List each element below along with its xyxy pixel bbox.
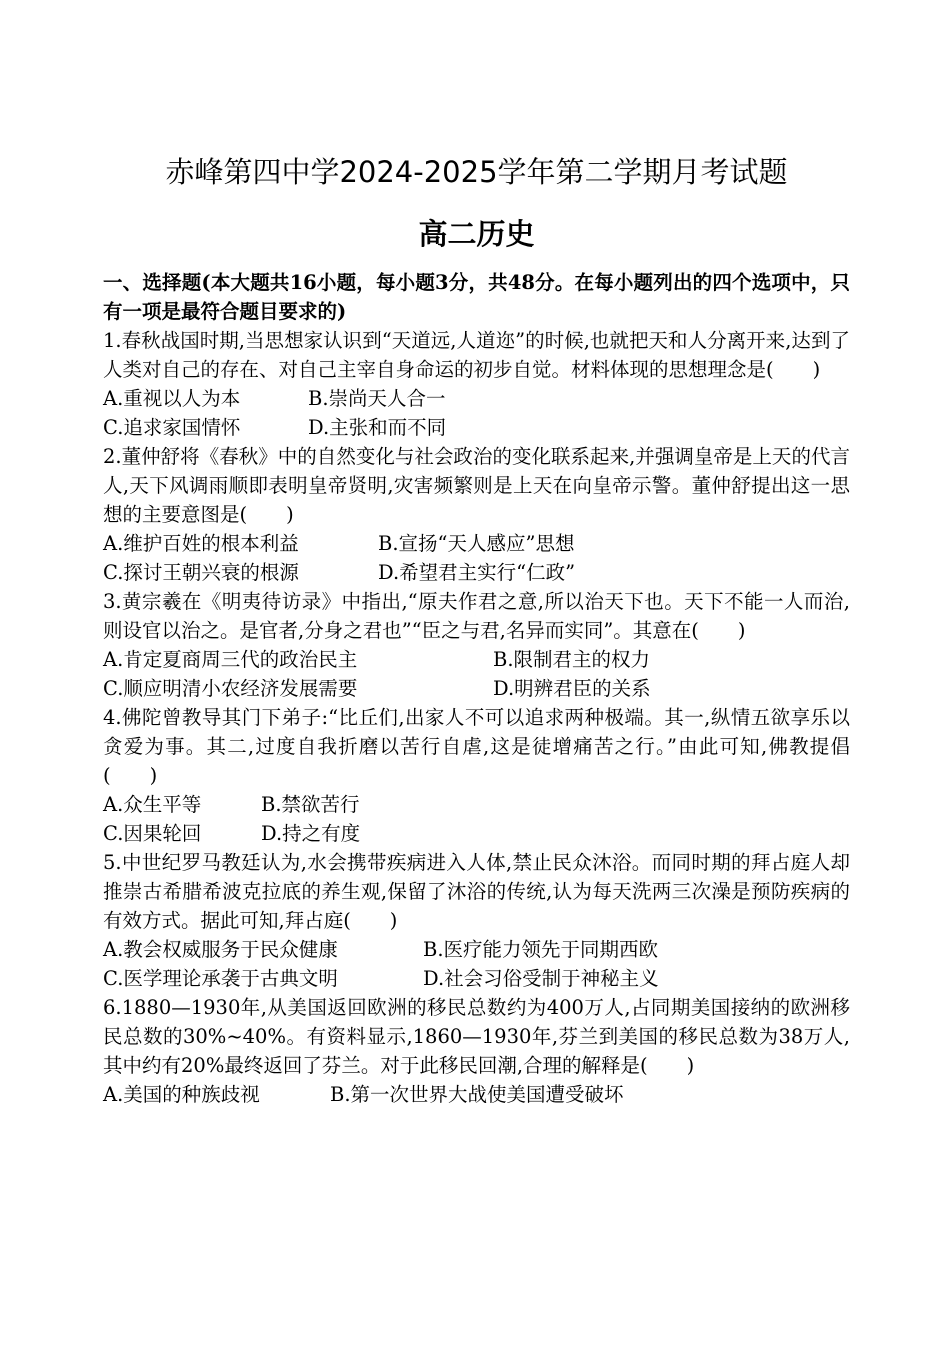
- question-6-options-row-1: [103, 1080, 850, 1109]
- question-1-option-d: D.主张和而不同: [308, 416, 447, 439]
- question-4-stem: 4.佛陀曾教导其门下弟子:“比丘们,出家人不可以追求两种极端。其一,纵情五欲享乐以贪爱为事。其二,过度自我折磨以苦行自虐,这是徒增痛苦之行。”由此可知,佛教提倡( ): [103, 706, 850, 787]
- question-4-option-c: C.因果轮回: [103, 822, 202, 845]
- question-1-options-row-2: [103, 413, 850, 442]
- question-5-options-row-2: [103, 964, 850, 993]
- question-3-options-row-1: [103, 645, 850, 674]
- section-heading: 一、选择题(本大题共16小题，每小题3分，共48分。在每小题列出的四个选项中，只有一项是最符合题目要求的): [103, 271, 850, 323]
- question-5-option-c: C.医学理论承袭于古典文明: [103, 967, 338, 990]
- question-3-option-d: D.明辨君臣的关系: [493, 677, 651, 700]
- question-1-option-b: B.崇尚天人合一: [308, 387, 446, 410]
- question-4-options-row-1: [103, 790, 850, 819]
- question-3-option-c: C.顺应明清小农经济发展需要: [103, 677, 358, 700]
- question-4-option-d: D.持之有度: [261, 822, 361, 845]
- question-4-option-a: A.众生平等: [103, 793, 202, 816]
- question-2-options-row-1: [103, 529, 850, 558]
- question-3-option-b: B.限制君主的权力: [493, 648, 651, 671]
- question-6-option-a: A.美国的种族歧视: [103, 1083, 260, 1106]
- question-5-options-row-1: [103, 935, 850, 964]
- exam-page: [103, 150, 850, 1109]
- question-1-options-row-1: [103, 384, 850, 413]
- exam-subject: 高二历史: [418, 217, 535, 251]
- question-3-option-a: A.肯定夏商周三代的政治民主: [103, 648, 358, 671]
- question-5-option-d: D.社会习俗受制于神秘主义: [423, 967, 659, 990]
- question-3-options-row-2: [103, 674, 850, 703]
- question-2-options-row-2: [103, 558, 850, 587]
- question-5-option-b: B.医疗能力领先于同期西欧: [423, 938, 659, 961]
- question-2-stem: 2.董仲舒将《春秋》中的自然变化与社会政治的变化联系起来,并强调皇帝是上天的代言人,天下风调雨顺即表明皇帝贤明,灾害频繁则是上天在向皇帝示警。董仲舒提出这一思想的主要意图是( ): [103, 445, 850, 526]
- exam-title: 赤峰第四中学2024-2025学年第二学期月考试题: [165, 155, 788, 189]
- question-1-stem: 1.春秋战国时期,当思想家认识到“天道远,人道迩”的时候,也就把天和人分离开来,达到了人类对自己的存在、对自己主宰自身命运的初步自觉。材料体现的思想理念是( ): [103, 329, 850, 381]
- question-2-option-c: C.探讨王朝兴衰的根源: [103, 561, 299, 584]
- question-2-option-b: B.宣扬“天人感应”思想: [378, 532, 575, 555]
- question-4-option-b: B.禁欲苦行: [261, 793, 360, 816]
- question-5-stem: 5.中世纪罗马教廷认为,水会携带疾病进入人体,禁止民众沐浴。而同时期的拜占庭人却推崇古希腊希波克拉底的养生观,保留了沐浴的传统,认为每天洗两三次澡是预防疾病的有效方式。据此可知,拜占庭( ): [103, 851, 850, 932]
- question-2-option-d: D.希望君主实行“仁政”: [378, 561, 576, 584]
- question-5-option-a: A.教会权威服务于民众健康: [103, 938, 338, 961]
- question-4-options-row-2: [103, 819, 850, 848]
- question-6-option-b: B.第一次世界大战使美国遭受破坏: [330, 1083, 624, 1106]
- question-1-option-a: A.重视以人为本: [103, 387, 241, 410]
- question-2-option-a: A.维护百姓的根本利益: [103, 532, 299, 555]
- question-3-stem: 3.黄宗羲在《明夷待访录》中指出,“原夫作君之意,所以治天下也。天下不能一人而治,则设官以治之。是官者,分身之君也”“臣之与君,名异而实同”。其意在( ): [103, 590, 850, 642]
- question-6-stem: 6.1880—1930年,从美国返回欧洲的移民总数约为400万人,占同期美国接纳的欧洲移民总数的30%~40%。有资料显示,1860—1930年,芬兰到美国的移民总数为38万人,其中约有20%最终返回了芬兰。对于此移民回潮,合理的解释是( ): [103, 996, 850, 1077]
- question-1-option-c: C.追求家国情怀: [103, 416, 241, 439]
